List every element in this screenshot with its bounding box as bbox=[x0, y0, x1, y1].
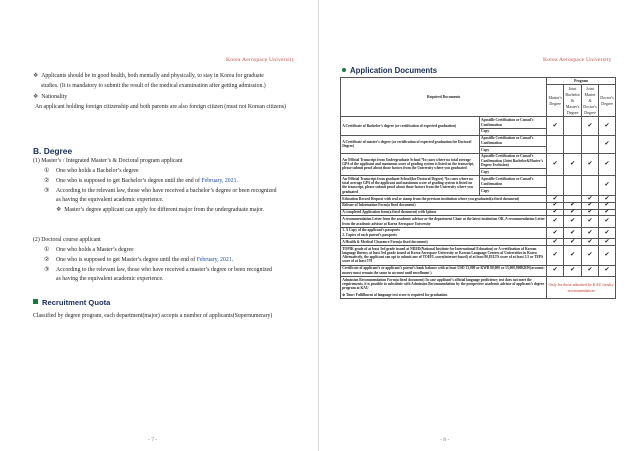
check-icon: ✔ bbox=[582, 153, 599, 175]
page-header-university: Korea Aerospace University bbox=[543, 57, 612, 63]
check-icon: ✔ bbox=[564, 245, 582, 265]
check-icon: ✔ bbox=[582, 209, 599, 216]
check-icon: ✔ bbox=[547, 209, 564, 216]
masters-req-3-cont: as having the equivalent academic experience. bbox=[56, 197, 164, 203]
degree-heading: B. Degree bbox=[33, 146, 73, 156]
table-row: Copy bbox=[341, 146, 616, 153]
check-icon: ✔ bbox=[564, 202, 582, 209]
check-icon: ✔ bbox=[582, 227, 599, 238]
doctoral-req-1: ① One who holds a Master’s degree bbox=[44, 247, 134, 253]
table-row: An Official Transcript from Undergraduate School *In cases where no total average GPA of the applicant and maximum score of grading system is listed on the transcript, please submit proof about those factors from the University where you graduated Apostille Certification or Consul’s Confirmation (Joint Bachelor&Master’s Degree Exclusion) ✔ ✔ ✔ ✔ bbox=[341, 153, 616, 168]
page-header-university: Korea Aerospace University bbox=[226, 57, 295, 63]
masters-req-1: ① One who holds a Bachelor’s degree bbox=[44, 168, 139, 174]
check-icon: ✔ bbox=[582, 238, 599, 245]
table-row: Release of Information Form(a fixed document) ✔ ✔ ✔ ✔ bbox=[341, 202, 616, 209]
page-number: - 7 - bbox=[148, 437, 158, 443]
check-icon: ✔ bbox=[582, 202, 599, 209]
table-row: A Certificate of Bachelor’s degree (or certification of expected graduation) Apostille Certification or Consul’s Confirmation ✔ ✔ ✔ bbox=[341, 117, 616, 128]
col-joint-bachelor-master: Joint Bachelor & Master's Degree bbox=[564, 84, 582, 117]
check-icon: ✔ bbox=[599, 153, 616, 175]
check-icon: ✔ bbox=[599, 135, 616, 153]
check-icon: ✔ bbox=[599, 265, 616, 276]
health-requirement-line1: ❖ Applicants should be in good health, both mentally and physically, to stay in Korea for graduate bbox=[33, 73, 264, 79]
table-row: Copy bbox=[341, 169, 616, 176]
doctoral-req-2: ② One who is supposed to get Master’s degree until the end of February, 2021. bbox=[44, 257, 234, 263]
masters-applicant-heading: (1) Master’s / Integrated Master’s & Doctoral program applicant bbox=[33, 158, 183, 164]
check-icon: ✔ bbox=[564, 216, 582, 227]
check-icon: ✔ bbox=[599, 245, 616, 265]
masters-req-3: ③ According to the relevant law, those who have received a bachelor’s degree or been recognized bbox=[44, 188, 277, 194]
check-icon: ✔ bbox=[547, 195, 564, 202]
deadline-date: February, 2021 bbox=[196, 257, 232, 263]
check-icon: ✔ bbox=[599, 238, 616, 245]
deadline-date: February, 2021 bbox=[201, 178, 237, 184]
check-icon: ✔ bbox=[599, 117, 616, 135]
bullet-icon: ❖ bbox=[33, 73, 39, 79]
application-documents-heading: Application Documents bbox=[342, 66, 437, 75]
check-icon: ✔ bbox=[547, 202, 564, 209]
check-icon: ✔ bbox=[599, 209, 616, 216]
masters-req-2: ② One who is supposed to get Bachelor’s degree until the end of February, 2021. bbox=[44, 178, 238, 184]
col-masters: Master's Degree bbox=[547, 84, 564, 117]
check-icon: ✔ bbox=[582, 195, 599, 202]
table-row: 1. A Copy of the applicant’s passports 2. Copies of each parent’s passports ✔ ✔ ✔ ✔ bbox=[341, 227, 616, 238]
check-icon: ✔ bbox=[582, 265, 599, 276]
check-icon: ✔ bbox=[599, 227, 616, 238]
nationality-label: ❖ Nationality bbox=[33, 94, 68, 100]
program-header: Program bbox=[547, 78, 616, 85]
check-icon: ✔ bbox=[564, 265, 582, 276]
faculty-recommendation-note: Only for those admitted by KAU faculty recommendation bbox=[547, 276, 616, 299]
health-requirement-line2: studies. (It is mandatory to submit the result of the medical examination after getting admission.) bbox=[41, 83, 266, 89]
table-header-row bbox=[341, 78, 616, 85]
check-icon: ✔ bbox=[582, 245, 599, 265]
doctoral-req-3-cont: as having the equivalent academic experience. bbox=[56, 276, 164, 282]
check-icon: ✔ bbox=[582, 117, 599, 135]
check-icon: ✔ bbox=[599, 202, 616, 209]
col-joint-master-doctor: Joint Master & Doctor's Degree bbox=[582, 84, 599, 117]
table-row: A Certificate of master’s degree (or certification of expected graduation for Doctoral Degree) Apostille Certification or Consul’s Confirmation ✔ bbox=[341, 135, 616, 146]
check-icon: ✔ bbox=[564, 209, 582, 216]
check-icon: ✔ bbox=[564, 238, 582, 245]
page-number: - 8 - bbox=[440, 437, 450, 443]
doctoral-applicant-heading: (2) Doctoral course applicant bbox=[33, 237, 101, 243]
check-icon: ✔ bbox=[547, 265, 564, 276]
table-row: A completed Application form(a fixed document) with 1photo ✔ ✔ ✔ ✔ bbox=[341, 209, 616, 216]
check-icon: ✔ bbox=[547, 153, 564, 175]
nationality-text: An applicant holding foreign citizenship and both parents are also foreign citizen (must not Korean citizens) bbox=[35, 104, 286, 110]
check-icon: ✔ bbox=[547, 216, 564, 227]
check-icon: ✔ bbox=[582, 216, 599, 227]
check-icon: ✔ bbox=[564, 227, 582, 238]
doctoral-req-3: ③ According to the relevant law, those who have received a master’s degree or been recognized bbox=[44, 267, 272, 273]
square-bullet-icon bbox=[33, 299, 38, 304]
check-icon: ✔ bbox=[547, 227, 564, 238]
bullet-icon: ❖ bbox=[56, 207, 62, 213]
check-icon: ✔ bbox=[547, 117, 564, 135]
check-icon: ✔ bbox=[547, 245, 564, 265]
check-icon: ✔ bbox=[547, 238, 564, 245]
table-row: An Official Transcript from graduate School(for Doctoral Degree) *In cases where no total average GPA of the applicant and maximum score of grading system is listed on the transcript, please submit proof about those factors from the University where you graduated Apostille Certification or Consul’s Confirmation ✔ bbox=[341, 176, 616, 188]
table-row: Copy bbox=[341, 128, 616, 135]
check-icon: ✔ bbox=[564, 153, 582, 175]
round-bullet-icon bbox=[342, 68, 346, 72]
bullet-icon: ❖ bbox=[33, 94, 39, 100]
table-row: Copy bbox=[341, 188, 616, 196]
table-row: TOPIK grade of at least 3rd grade issued at NIIED(National Institute for International Education) or A certification of Korean language fluency at least 3rd grade issued at Korea Aerospace University or Korean Language Centers of Universities in Korea Alternatively, the applicant can opt to submit one of TOEFL score(internet-based) of at least 80,IELTS score of at least 5.5 or TEPS score of at least 579 ✔ ✔ ✔ ✔ bbox=[341, 245, 616, 265]
recruitment-quota-text: Classified by degree program, each department(major) accepts a number of applicants(Supernumerary) bbox=[33, 313, 273, 319]
check-icon: ✔ bbox=[599, 216, 616, 227]
table-row: A recommendation Letter from the academic advisor or the department Chair at the latest institution OR, A recommendation Letter from the academic advisor at Korea Aerospace University ✔ ✔ ✔ ✔ bbox=[341, 216, 616, 227]
required-documents-table bbox=[340, 77, 616, 299]
page-divider bbox=[318, 0, 319, 451]
col-doctors: Doctor's Degree bbox=[599, 84, 616, 117]
left-page bbox=[0, 0, 318, 451]
check-icon: ✔ bbox=[599, 176, 616, 196]
required-documents-header: Required Documents bbox=[341, 78, 547, 117]
check-icon: ✔ bbox=[599, 195, 616, 202]
recruitment-quota-heading: Recruitment Quota bbox=[33, 298, 110, 307]
masters-note: ❖ Master’s degree applicant can apply for different major from the undergraduate major. bbox=[56, 207, 265, 213]
table-row: Admission Recommendation Form(a fixed document) In case applicant’s official language proficiency test does not meet the requirements, it is possible to substitute with Admission Recommendation by the prospective academic advisor of applicant’s degree program at KAU ※ Tune: Fulfillment of language test score is required for graduation Only for those admitted by KAU faculty recommendation bbox=[342, 277, 614, 298]
table-row: A Health & Medical Clearance Form(a fixed document) ✔ ✔ ✔ ✔ bbox=[341, 238, 616, 245]
table-row: Education Record Request with seal or stamp from the previous institution where you graduated(a fixed document) ✔ ✔ ✔ bbox=[341, 195, 616, 202]
table-row: Certificate of applicant’s or applicant’s parent’s bank balance with at least USD 13,000 or KWB 80,000 or 13,000,000KRW(account: money must remain the same in account until enrollment ) ✔ ✔ ✔ ✔ bbox=[341, 265, 616, 276]
